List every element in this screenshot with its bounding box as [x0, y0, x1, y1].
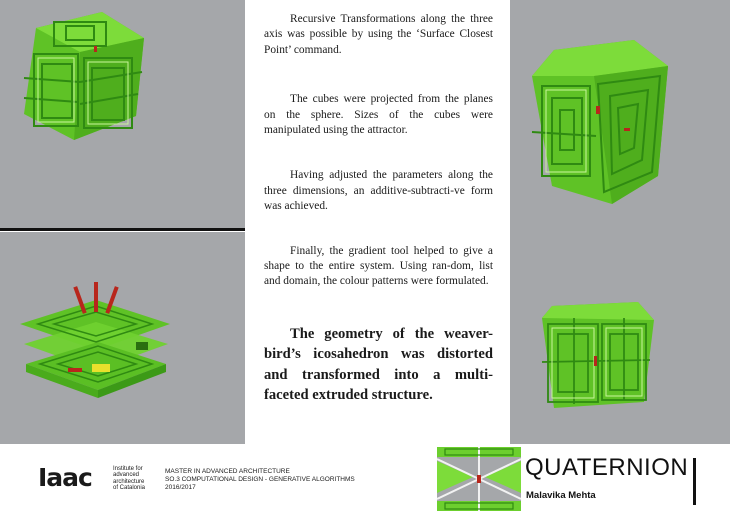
title-divider: [693, 458, 696, 505]
logo-sub-line: architecture: [113, 478, 145, 485]
render-panel-right: [510, 0, 730, 444]
render-panel-bottom-left: [0, 232, 245, 444]
cube-exploded-render-image: [18, 272, 178, 412]
cube-render-image: [14, 8, 149, 143]
course-info: [165, 468, 355, 493]
logo-sub-line: of Catalonia: [113, 485, 146, 492]
project-title: QUATERNION: [525, 454, 689, 481]
logo-sub-line: Institute for: [113, 466, 143, 472]
iaac-logo: Iaac: [38, 463, 92, 492]
course-line: 2016/2017: [165, 484, 196, 492]
paragraph-gradient-tool: Finally, the gradient tool helped to give a shape to the entire system. Using ran-dom, list and domain, the colour patterns were formulated.: [264, 244, 493, 288]
cube-side-render-image: [538, 296, 658, 410]
paragraph-cube-projection: The cubes were projected from the planes on the sphere. Sizes of the cubes were manipulated using the attractor.: [264, 93, 493, 137]
logo-sub-line: advanced: [113, 472, 140, 479]
paragraph-parameters: Having adjusted the parameters along the three dimensions, an additive-subtracti-ve form was achieved.: [264, 169, 493, 213]
render-panel-top-left: [0, 0, 245, 228]
highlight-statement: The geometry of the weaver-bird’s icosahedron was distorted and transformed into a multi-faceted extruded structure.: [264, 325, 493, 404]
course-line: SO.3 COMPUTATIONAL DESIGN - GENERATIVE ALGORITHMS: [165, 476, 355, 484]
course-line: MASTER IN ADVANCED ARCHITECTURE: [165, 468, 290, 475]
project-thumbnail: [437, 447, 521, 511]
iaac-logo-subtitle: [113, 466, 161, 492]
cube-perspective-render-image: [524, 36, 674, 206]
paragraph-recursive-transformations: Recursive Transformations along the three axis was possible by using the ‘Surface Closest Point’ command.: [264, 13, 493, 56]
author-name: Malavika Mehta: [526, 490, 596, 501]
description-column: [264, 12, 493, 406]
panel-divider: [0, 228, 245, 231]
